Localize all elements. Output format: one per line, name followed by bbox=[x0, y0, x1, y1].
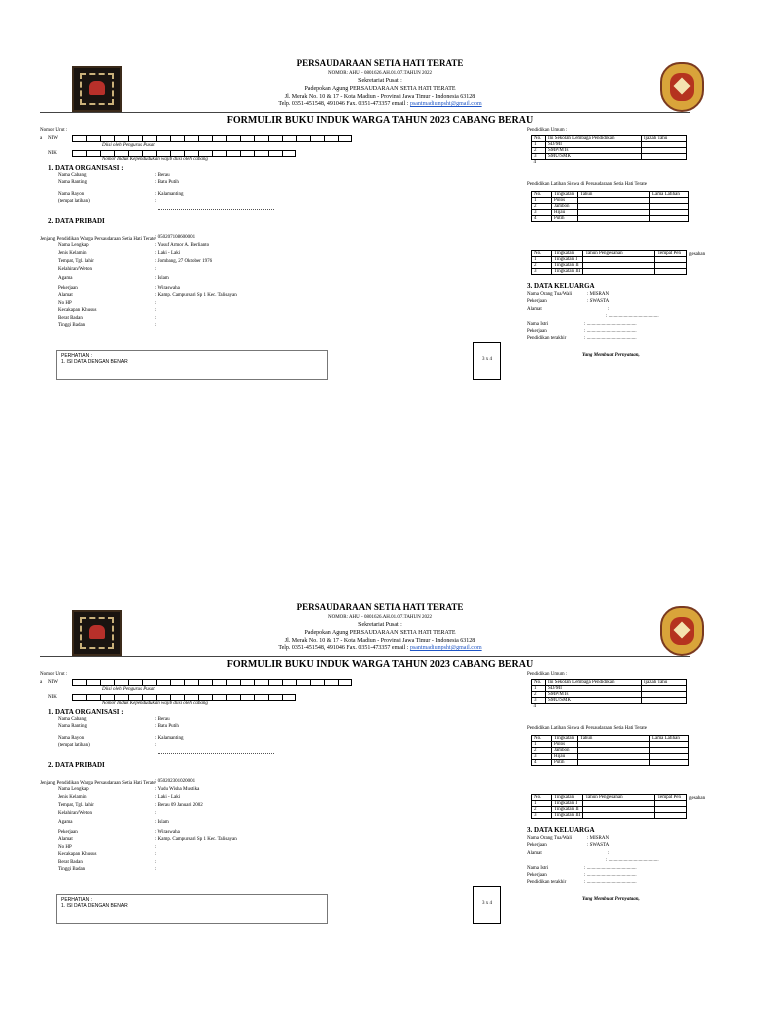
ttl-value: : Jombang, 27 Oktober 1976 bbox=[155, 259, 213, 264]
yang-membuat: Yang Membuat Pernyataan, bbox=[582, 897, 640, 902]
nama-ortu-label: Nama Orang Tua/Wali bbox=[527, 292, 573, 297]
rayon-extra-value: : bbox=[155, 743, 157, 748]
pekerjaan-label: Pekerjaan bbox=[58, 830, 78, 835]
jenis-kelamin-label: Jenis Kelamin bbox=[58, 795, 87, 800]
pengesahan-overflow: gesahan bbox=[689, 252, 706, 257]
kecakapan-label: Kecakapan Khusus bbox=[58, 308, 97, 313]
psht-logo-right bbox=[660, 606, 704, 656]
nama-ortu-value: : MISRAN bbox=[587, 836, 610, 841]
agama-value: : Islam bbox=[155, 276, 169, 281]
yang-membuat: Yang Membuat Pernyataan, bbox=[582, 353, 640, 358]
org-nomor: NOMOR: AHU - 0801626.AH.01.07.TAHUN 2022 bbox=[327, 615, 433, 620]
nama-lengkap-label: Nama Lengkap bbox=[58, 243, 89, 248]
nama-lengkap-value: : Yusuf Armor A. Berlianto bbox=[155, 243, 210, 248]
weton-value: : bbox=[155, 811, 157, 816]
tinggi-value: : bbox=[155, 867, 157, 872]
section-keluarga: 3. DATA KELUARGA bbox=[527, 826, 595, 834]
diisi-cabang-note: Nomor Induk Kependudukan wajib diisi oleh cabang bbox=[102, 157, 208, 162]
photo-placeholder: 3 x 4 bbox=[473, 342, 501, 380]
nik-boxes[interactable] bbox=[72, 150, 296, 157]
nik-label: NIK bbox=[48, 695, 57, 700]
nama-cabang-value: : Berau bbox=[155, 173, 170, 178]
tinggi-label: Tinggi Badan bbox=[58, 323, 86, 328]
padepokan: Padepokan Agung PERSAUDARAAN SETIA HATI TERATE bbox=[304, 86, 456, 92]
berat-label: Berat Badan bbox=[58, 316, 83, 321]
heart-icon bbox=[89, 625, 105, 639]
pend-umum-table: No. Ini Sekolah Lembaga Pendidikan Ijazah Tahu 1 SD/MI 2 SMP/MTs 3 SMU/SMK 4 bbox=[531, 135, 687, 166]
nama-ortu-label: Nama Orang Tua/Wali bbox=[527, 836, 573, 841]
sekretariat: Sekretariat Pusat : bbox=[358, 622, 402, 628]
pekerjaan-istri-label: Pekerjaan bbox=[527, 873, 547, 878]
telp-email: Telp. 0351-451548, 491046 Fax. 0351-473357 email : psantmadiunpsht@gmail.com bbox=[278, 645, 482, 651]
nomor-prefix: a bbox=[40, 136, 43, 141]
pekerjaan-ortu-label: Pekerjaan bbox=[527, 299, 547, 304]
nama-lengkap-value: : Yudu Wisha Mustika bbox=[155, 787, 200, 792]
nama-lengkap-label: Nama Lengkap bbox=[58, 787, 89, 792]
org-name: PERSAUDARAAN SETIA HATI TERATE bbox=[296, 58, 464, 68]
photo-placeholder: 3 x 4 bbox=[473, 886, 501, 924]
pekerjaan-istri-value: : ........................................ bbox=[584, 873, 637, 878]
pend-umum-table: No. Ini Sekolah Lembaga Pendidikan Ijazah Tahu 1 SD/MI 2 SMP/MTs 3 SMU/SMK 4 bbox=[531, 679, 687, 710]
form-sheet-1 bbox=[0, 48, 768, 448]
padepokan: Padepokan Agung PERSAUDARAAN SETIA HATI TERATE bbox=[304, 630, 456, 636]
nama-rayon-label: Nama Rayon bbox=[58, 736, 85, 741]
jenis-kelamin-value: : Laki - Laki bbox=[155, 795, 181, 800]
pekerjaan-istri-value: : ........................................ bbox=[584, 329, 637, 334]
pekerjaan-istri-label: Pekerjaan bbox=[527, 329, 547, 334]
nama-cabang-label: Nama Cabang bbox=[58, 717, 87, 722]
jenis-kelamin-label: Jenis Kelamin bbox=[58, 251, 87, 256]
alamat-value: : Kamp. Campursari Sp 1 Kec. Talisayan bbox=[155, 293, 237, 298]
berat-value: : bbox=[155, 316, 157, 321]
pekerjaan-value: : Wiraswaha bbox=[155, 286, 180, 291]
pend-terakhir-label: Pendidikan terakhir bbox=[527, 336, 567, 341]
alamat-label: Alamat bbox=[58, 293, 73, 298]
section-organisasi: 1. DATA ORGANISASI : bbox=[48, 708, 124, 716]
pend-latihan-table: No. Tingkatan Tahun Lama Latihan 1 Polos 2 Jambon 3 Hijau 4 Putih bbox=[531, 735, 689, 766]
pekerjaan-ortu-label: Pekerjaan bbox=[527, 843, 547, 848]
tinggi-label: Tinggi Badan bbox=[58, 867, 86, 872]
alamat-pusat: Jl. Merak No. 10 & 17 - Kota Madiun - Provinsi Jawa Timur - Indonesia 63128 bbox=[284, 94, 476, 100]
kecakapan-label: Kecakapan Khusus bbox=[58, 852, 97, 857]
nama-cabang-label: Nama Cabang bbox=[58, 173, 87, 178]
alamat-value: : Kamp. Campursari Sp 1 Kec. Talisayan bbox=[155, 837, 237, 842]
tinggi-value: : bbox=[155, 323, 157, 328]
agama-label: Agama bbox=[58, 820, 73, 825]
nama-ranting-label: Nama Ranting bbox=[58, 724, 88, 729]
pend-terakhir-label: Pendidikan terakhir bbox=[527, 880, 567, 885]
psht-logo-right bbox=[660, 62, 704, 112]
berat-label: Berat Badan bbox=[58, 860, 83, 865]
section-pribadi: 2. DATA PRIBADI bbox=[48, 761, 105, 769]
niw-label: NIW bbox=[48, 680, 58, 685]
no-hp-label: No HP bbox=[58, 301, 72, 306]
nama-rayon-value: : Kalamanting bbox=[155, 192, 184, 197]
form-title: FORMULIR BUKU INDUK WARGA TAHUN 2023 CABANG BERAU bbox=[226, 115, 534, 126]
tempat-latihan-label: (tempat latihan) bbox=[58, 743, 90, 748]
pend-latihan-label: Pendidikan Latihan Siswa di Persaudaraan Setia Hati Terate bbox=[527, 182, 647, 187]
pekerjaan-ortu-value: : SWASTA bbox=[587, 843, 610, 848]
kecakapan-value: : bbox=[155, 308, 157, 313]
nama-ranting-label: Nama Ranting bbox=[58, 180, 88, 185]
pekerjaan-ortu-value: : SWASTA bbox=[587, 299, 610, 304]
nik-boxes[interactable] bbox=[72, 694, 296, 701]
nama-istri-label: Nama Istri bbox=[527, 866, 549, 871]
nama-ranting-value: : Batu Putih bbox=[155, 180, 179, 185]
niw-value: : 050207108600001 bbox=[155, 235, 196, 240]
no-hp-label: No HP bbox=[58, 845, 72, 850]
pekerjaan-label: Pekerjaan bbox=[58, 286, 78, 291]
alamat-ortu-value: : bbox=[608, 851, 610, 856]
weton-value: : bbox=[155, 267, 157, 272]
nomor-urut-label: Nomor Urut : bbox=[40, 128, 68, 133]
section-pribadi: 2. DATA PRIBADI bbox=[48, 217, 105, 225]
alamat-ortu-label: Alamat bbox=[527, 851, 542, 856]
psht-logo-left bbox=[72, 66, 122, 112]
heart-icon bbox=[89, 81, 105, 95]
diisi-pusat-note: Diisi oleh Pengurus Pusat bbox=[102, 143, 155, 148]
ttl-value: : Berau 09 Januari 2002 bbox=[155, 803, 203, 808]
pengesahan-table: No. Tingkatan Tahun Pengesahan Tempat Pen 1 Tingkatan I 2 Tingkatan II 3 Tingkatan III bbox=[531, 794, 687, 819]
form-sheet-2 bbox=[0, 592, 768, 992]
no-hp-value: : bbox=[155, 845, 157, 850]
pend-latihan-table: No. Tingkatan Tahun Lama Latihan 1 Polos 2 Jambon 3 Hijau 4 Putih bbox=[531, 191, 689, 222]
perhatian-item-1: 1. ISI DATA DENGAN BENAR bbox=[61, 359, 128, 365]
niw-value: : 050202301020001 bbox=[155, 779, 196, 784]
agama-value: : Islam bbox=[155, 820, 169, 825]
jenjang-label: Jenjang Pendidikan Warga Persaudaraan Setia Hati Terate bbox=[40, 237, 156, 242]
divider bbox=[40, 112, 690, 113]
berat-value: : bbox=[155, 860, 157, 865]
form-title: FORMULIR BUKU INDUK WARGA TAHUN 2023 CABANG BERAU bbox=[226, 659, 534, 670]
psht-logo-left bbox=[72, 610, 122, 656]
pekerjaan-value: : Wiraswaha bbox=[155, 830, 180, 835]
nama-istri-value: : ........................................ bbox=[584, 866, 637, 871]
diisi-pusat-note: Diisi oleh Pengurus Pusat bbox=[102, 687, 155, 692]
niw-boxes[interactable] bbox=[72, 135, 352, 142]
alamat-ortu-dots: : ........................................ bbox=[606, 858, 659, 863]
email-link[interactable]: psantmadiunpsht@gmail.com bbox=[409, 101, 482, 107]
nomor-urut-label: Nomor Urut : bbox=[40, 672, 68, 677]
pend-latihan-label: Pendidikan Latihan Siswa di Persaudaraan Setia Hati Terate bbox=[527, 726, 647, 731]
niw-label: NIW bbox=[48, 136, 58, 141]
pengesahan-overflow: gesahan bbox=[689, 796, 706, 801]
perhatian-box bbox=[56, 894, 328, 924]
niw-boxes[interactable] bbox=[72, 679, 352, 686]
email-link[interactable]: psantmadiunpsht@gmail.com bbox=[409, 645, 482, 651]
org-name: PERSAUDARAAN SETIA HATI TERATE bbox=[296, 602, 464, 612]
section-keluarga: 3. DATA KELUARGA bbox=[527, 282, 595, 290]
alamat-pusat: Jl. Merak No. 10 & 17 - Kota Madiun - Provinsi Jawa Timur - Indonesia 63128 bbox=[284, 638, 476, 644]
pend-umum-label: Pendidikan Umum : bbox=[527, 672, 568, 677]
alamat-ortu-value: : bbox=[608, 307, 610, 312]
alamat-label: Alamat bbox=[58, 837, 73, 842]
nik-label: NIK bbox=[48, 151, 57, 156]
ttl-label: Tempat, Tgl. lahir bbox=[58, 259, 94, 264]
jenjang-label: Jenjang Pendidikan Warga Persaudaraan Setia Hati Terate bbox=[40, 781, 156, 786]
perhatian-item-1: 1. ISI DATA DENGAN BENAR bbox=[61, 903, 128, 909]
alamat-ortu-label: Alamat bbox=[527, 307, 542, 312]
perhatian-title: PERHATIAN : bbox=[61, 353, 93, 359]
nama-cabang-value: : Berau bbox=[155, 717, 170, 722]
weton-label: Kelahiran/Weton bbox=[58, 267, 93, 272]
jenis-kelamin-value: : Laki - Laki bbox=[155, 251, 181, 256]
nama-ranting-value: : Batu Putih bbox=[155, 724, 179, 729]
alamat-ortu-dots: : ........................................ bbox=[606, 314, 659, 319]
agama-label: Agama bbox=[58, 276, 73, 281]
diisi-cabang-note: Nomor Induk Kependudukan wajib diisi oleh cabang bbox=[102, 701, 208, 706]
kecakapan-value: : bbox=[155, 852, 157, 857]
divider bbox=[40, 656, 690, 657]
sekretariat: Sekretariat Pusat : bbox=[358, 78, 402, 84]
nama-istri-label: Nama Istri bbox=[527, 322, 549, 327]
pend-terakhir-value: : ........................................ bbox=[584, 880, 637, 885]
perhatian-box bbox=[56, 350, 328, 380]
nama-istri-value: : ........................................ bbox=[584, 322, 637, 327]
nama-rayon-label: Nama Rayon bbox=[58, 192, 85, 197]
section-organisasi: 1. DATA ORGANISASI : bbox=[48, 164, 124, 172]
weton-label: Kelahiran/Weton bbox=[58, 811, 93, 816]
ttl-label: Tempat, Tgl. lahir bbox=[58, 803, 94, 808]
nama-rayon-value: : Kalamanting bbox=[155, 736, 184, 741]
telp-email: Telp. 0351-451548, 491046 Fax. 0351-473357 email : psantmadiunpsht@gmail.com bbox=[278, 101, 482, 107]
nomor-prefix: a bbox=[40, 680, 43, 685]
rayon-extra-value: : bbox=[155, 199, 157, 204]
no-hp-value: : bbox=[155, 301, 157, 306]
pend-terakhir-value: : ........................................ bbox=[584, 336, 637, 341]
perhatian-title: PERHATIAN : bbox=[61, 897, 93, 903]
pend-umum-label: Pendidikan Umum : bbox=[527, 128, 568, 133]
nama-ortu-value: : MISRAN bbox=[587, 292, 610, 297]
tempat-latihan-label: (tempat latihan) bbox=[58, 199, 90, 204]
pengesahan-table: No. Tingkatan Tahun Pengesahan Tempat Pen 1 Tingkatan I 2 Tingkatan II 3 Tingkatan III bbox=[531, 250, 687, 275]
org-nomor: NOMOR: AHU - 0801626.AH.01.07.TAHUN 2022 bbox=[327, 71, 433, 76]
